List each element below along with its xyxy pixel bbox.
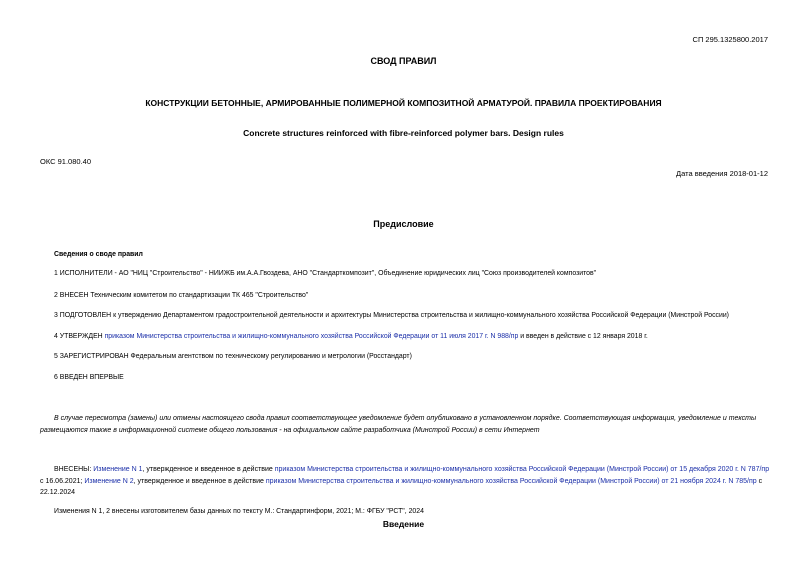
item-4-suffix: и введен в действие с 12 января 2018 г. xyxy=(518,333,648,340)
preface-item-4 xyxy=(54,333,648,340)
document-title-en: Concrete structures reinforced with fibre-reinforced polymer bars. Design rules xyxy=(243,128,564,138)
oks-code: ОКС 91.080.40 xyxy=(40,157,91,166)
changes-text-2: с 16.06.2021; xyxy=(40,477,85,485)
introduction-heading: Введение xyxy=(382,519,425,529)
preface-info-heading: Сведения о своде правил xyxy=(54,251,143,258)
revision-notice: В случае пересмотра (замены) или отмены настоящего свода правил соответствующее уведомление будет опубликовано в установленном порядке. Соответствующая информация, уведомление и тексты размещаются также в информационной системе общего пользования - на официальном сайте разработчика (Минстрой России) в сети Интернет xyxy=(40,415,757,434)
preface-item-5: 5 ЗАРЕГИСТРИРОВАН Федеральным агентством по техническому регулированию и метрологии (Росстандарт) xyxy=(54,353,412,360)
changes-paragraph xyxy=(40,464,770,499)
changes-text-4: с 22.12.2024 xyxy=(40,477,763,496)
document-code: СП 295.1325800.2017 xyxy=(692,35,768,44)
changes-prefix: ВНЕСЕНЫ: xyxy=(54,466,94,473)
preface-item-2: 2 ВНЕСЕН Техническим комитетом по стандартизации ТК 465 "Строительство" xyxy=(54,292,309,299)
changes-text-3: , утвержденное и введенное в действие xyxy=(133,477,266,485)
preface-item-3: 3 ПОДГОТОВЛЕН к утверждению Департаментом градостроительной деятельности и архитектуры Министерства строительства и жилищно-коммунального хозяйства Российской Федерации (Минстрой России) xyxy=(54,312,729,319)
document-type-title: СВОД ПРАВИЛ xyxy=(370,56,437,66)
change-2-order-link[interactable]: приказом Министерства строительства и жилищно-коммунального хозяйства Российской Федерации (Минстрой России) от 21 ноября 2024 г. N 785/пр xyxy=(265,477,757,485)
change-1-link[interactable]: Изменение N 1 xyxy=(93,466,143,473)
changes-text-1: , утвержденное и введенное в действие xyxy=(142,466,275,473)
preface-item-1: 1 ИСПОЛНИТЕЛИ - АО "НИЦ "Строительство" - НИИЖБ им.А.А.Гвоздева, АНО "Стандарткомпозит", Объединение юридических лиц "Союз производителей композитов" xyxy=(54,270,597,277)
item-4-prefix: 4 УТВЕРЖДЕН xyxy=(54,333,105,340)
change-2-link[interactable]: Изменение N 2 xyxy=(84,477,134,485)
preface-item-6: 6 ВВЕДЕН ВПЕРВЫЕ xyxy=(54,374,124,381)
document-title-ru: КОНСТРУКЦИИ БЕТОННЫЕ, АРМИРОВАННЫЕ ПОЛИМЕРНОЙ КОМПОЗИТНОЙ АРМАТУРОЙ. ПРАВИЛА ПРОЕКТИРОВАНИЯ xyxy=(145,98,662,108)
preface-heading: Предисловие xyxy=(373,219,434,229)
introduction-date: Дата введения 2018-01-12 xyxy=(676,169,768,178)
approval-order-link[interactable]: приказом Министерства строительства и жилищно-коммунального хозяйства Российской Федерации от 11 июля 2017 г. N 988/пр xyxy=(104,333,519,340)
changes-note: Изменения N 1, 2 внесены изготовителем базы данных по тексту М.: Стандартинформ, 2021; М.: ФГБУ "РСТ", 2024 xyxy=(54,508,424,515)
change-1-order-link[interactable]: приказом Министерства строительства и жилищно-коммунального хозяйства Российской Федерации (Минстрой России) от 15 декабря 2020 г. N 787/пр xyxy=(274,466,770,473)
